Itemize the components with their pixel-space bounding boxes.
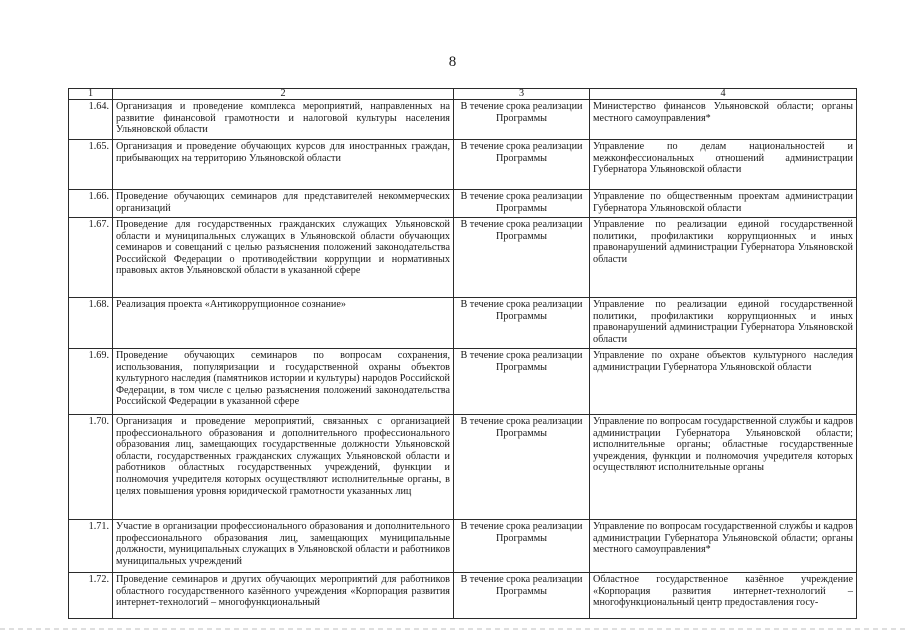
table-row: [69, 140, 857, 190]
table-row: [69, 415, 857, 520]
column-header-3: 3: [454, 89, 590, 100]
item-number: 1.64.: [69, 100, 113, 140]
item-responsible: Областное государственное казённое учреждение «Корпорация развития интернет-технологий – многофункциональный центр предоставления госу-: [590, 573, 857, 619]
item-number: 1.71.: [69, 520, 113, 573]
item-action: Проведение для государственных гражданских служащих Ульяновской области и муниципальных служащих в Ульяновской области обучающих семинаров и совещаний с целью разъяснения положений законодательства Российской Федерации о противодействии коррупции и нормативных правовых актов Ульяновской области в указанной сфере: [113, 218, 454, 298]
item-action: Проведение обучающих семинаров по вопросам сохранения, использования, популяризации и государственной охраны объектов культурного наследия (памятников истории и культуры) народов Российской Федерации, в том числе с целью разъяснения положений законодательства Российской Федерации в указанной сфере: [113, 349, 454, 415]
item-number: 1.66.: [69, 190, 113, 218]
item-number: 1.70.: [69, 415, 113, 520]
item-term: В течение срока реализации Программы: [454, 140, 590, 190]
item-responsible: Министерство финансов Ульяновской области; органы местного самоуправления*: [590, 100, 857, 140]
item-number: 1.65.: [69, 140, 113, 190]
item-term: В течение срока реализации Программы: [454, 520, 590, 573]
item-term: В течение срока реализации Программы: [454, 415, 590, 520]
item-number: 1.69.: [69, 349, 113, 415]
item-action: Проведение семинаров и других обучающих мероприятий для работников областного государственного казённого учреждения «Корпорация развития интернет-технологий – многофункциональный: [113, 573, 454, 619]
item-term: В течение срока реализации Программы: [454, 190, 590, 218]
item-responsible: Управление по общественным проектам администрации Губернатора Ульяновской области: [590, 190, 857, 218]
column-number-row: [69, 89, 857, 100]
item-action: Реализация проекта «Антикоррупционное сознание»: [113, 298, 454, 349]
item-responsible: Управление по реализации единой государственной политики, профилактики коррупционных и иных правонарушений администрации Губернатора Ульяновской области: [590, 218, 857, 298]
item-responsible: Управление по делам национальностей и межконфессиональных отношений администрации Губернатора Ульяновской области: [590, 140, 857, 190]
item-action: Организация и проведение мероприятий, связанных с организацией профессионального образования и дополнительного профессионального образования лиц, замещающих государственные должности Ульяновской области, государственных гражданских служащих Ульяновской области и работников областных государственных учреждений, функции и полномочия учредителя которых осуществляют исполнительные органы, в целях повышения уровня юридической грамотности указанных лиц: [113, 415, 454, 520]
item-responsible: Управление по реализации единой государственной политики, профилактики коррупционных и иных правонарушений администрации Губернатора Ульяновской области: [590, 298, 857, 349]
item-responsible: Управление по вопросам государственной службы и кадров администрации Губернатора Ульяновской области; исполнительные органы; областные государственные учреждения, функции и полномочия учредителя которых осуществляют исполнительные органы: [590, 415, 857, 520]
page-number: 8: [448, 54, 457, 70]
column-header-2: 2: [113, 89, 454, 100]
item-action: Проведение обучающих семинаров для представителей некоммерческих организаций: [113, 190, 454, 218]
program-measures-table: [68, 88, 857, 619]
table-row: [69, 100, 857, 140]
table-row: [69, 190, 857, 218]
item-term: В течение срока реализации Программы: [454, 349, 590, 415]
item-action: Организация и проведение обучающих курсов для иностранных граждан, прибывающих на территорию Ульяновской области: [113, 140, 454, 190]
column-header-4: 4: [590, 89, 857, 100]
column-header-1: 1: [69, 89, 113, 100]
item-term: В течение срока реализации Программы: [454, 218, 590, 298]
table-row: [69, 298, 857, 349]
item-number: 1.68.: [69, 298, 113, 349]
item-term: В течение срока реализации Программы: [454, 298, 590, 349]
table-row: [69, 520, 857, 573]
table-row: [69, 349, 857, 415]
table-row: [69, 573, 857, 619]
item-responsible: Управление по вопросам государственной службы и кадров администрации Губернатора Ульяновской области; органы местного самоуправления*: [590, 520, 857, 573]
item-term: В течение срока реализации Программы: [454, 573, 590, 619]
item-term: В течение срока реализации Программы: [454, 100, 590, 140]
item-responsible: Управление по охране объектов культурного наследия администрации Губернатора Ульяновской области: [590, 349, 857, 415]
item-number: 1.72.: [69, 573, 113, 619]
scan-edge-artifact: [0, 628, 905, 630]
item-action: Участие в организации профессионального образования и дополнительного профессионального образования лиц, замещающих муниципальные должности, муниципальных служащих в Ульяновской области и работников муниципальных учреждений: [113, 520, 454, 573]
item-number: 1.67.: [69, 218, 113, 298]
item-action: Организация и проведение комплекса мероприятий, направленных на развитие финансовой грамотности и налоговой культуры населения Ульяновской области: [113, 100, 454, 140]
table-row: [69, 218, 857, 298]
